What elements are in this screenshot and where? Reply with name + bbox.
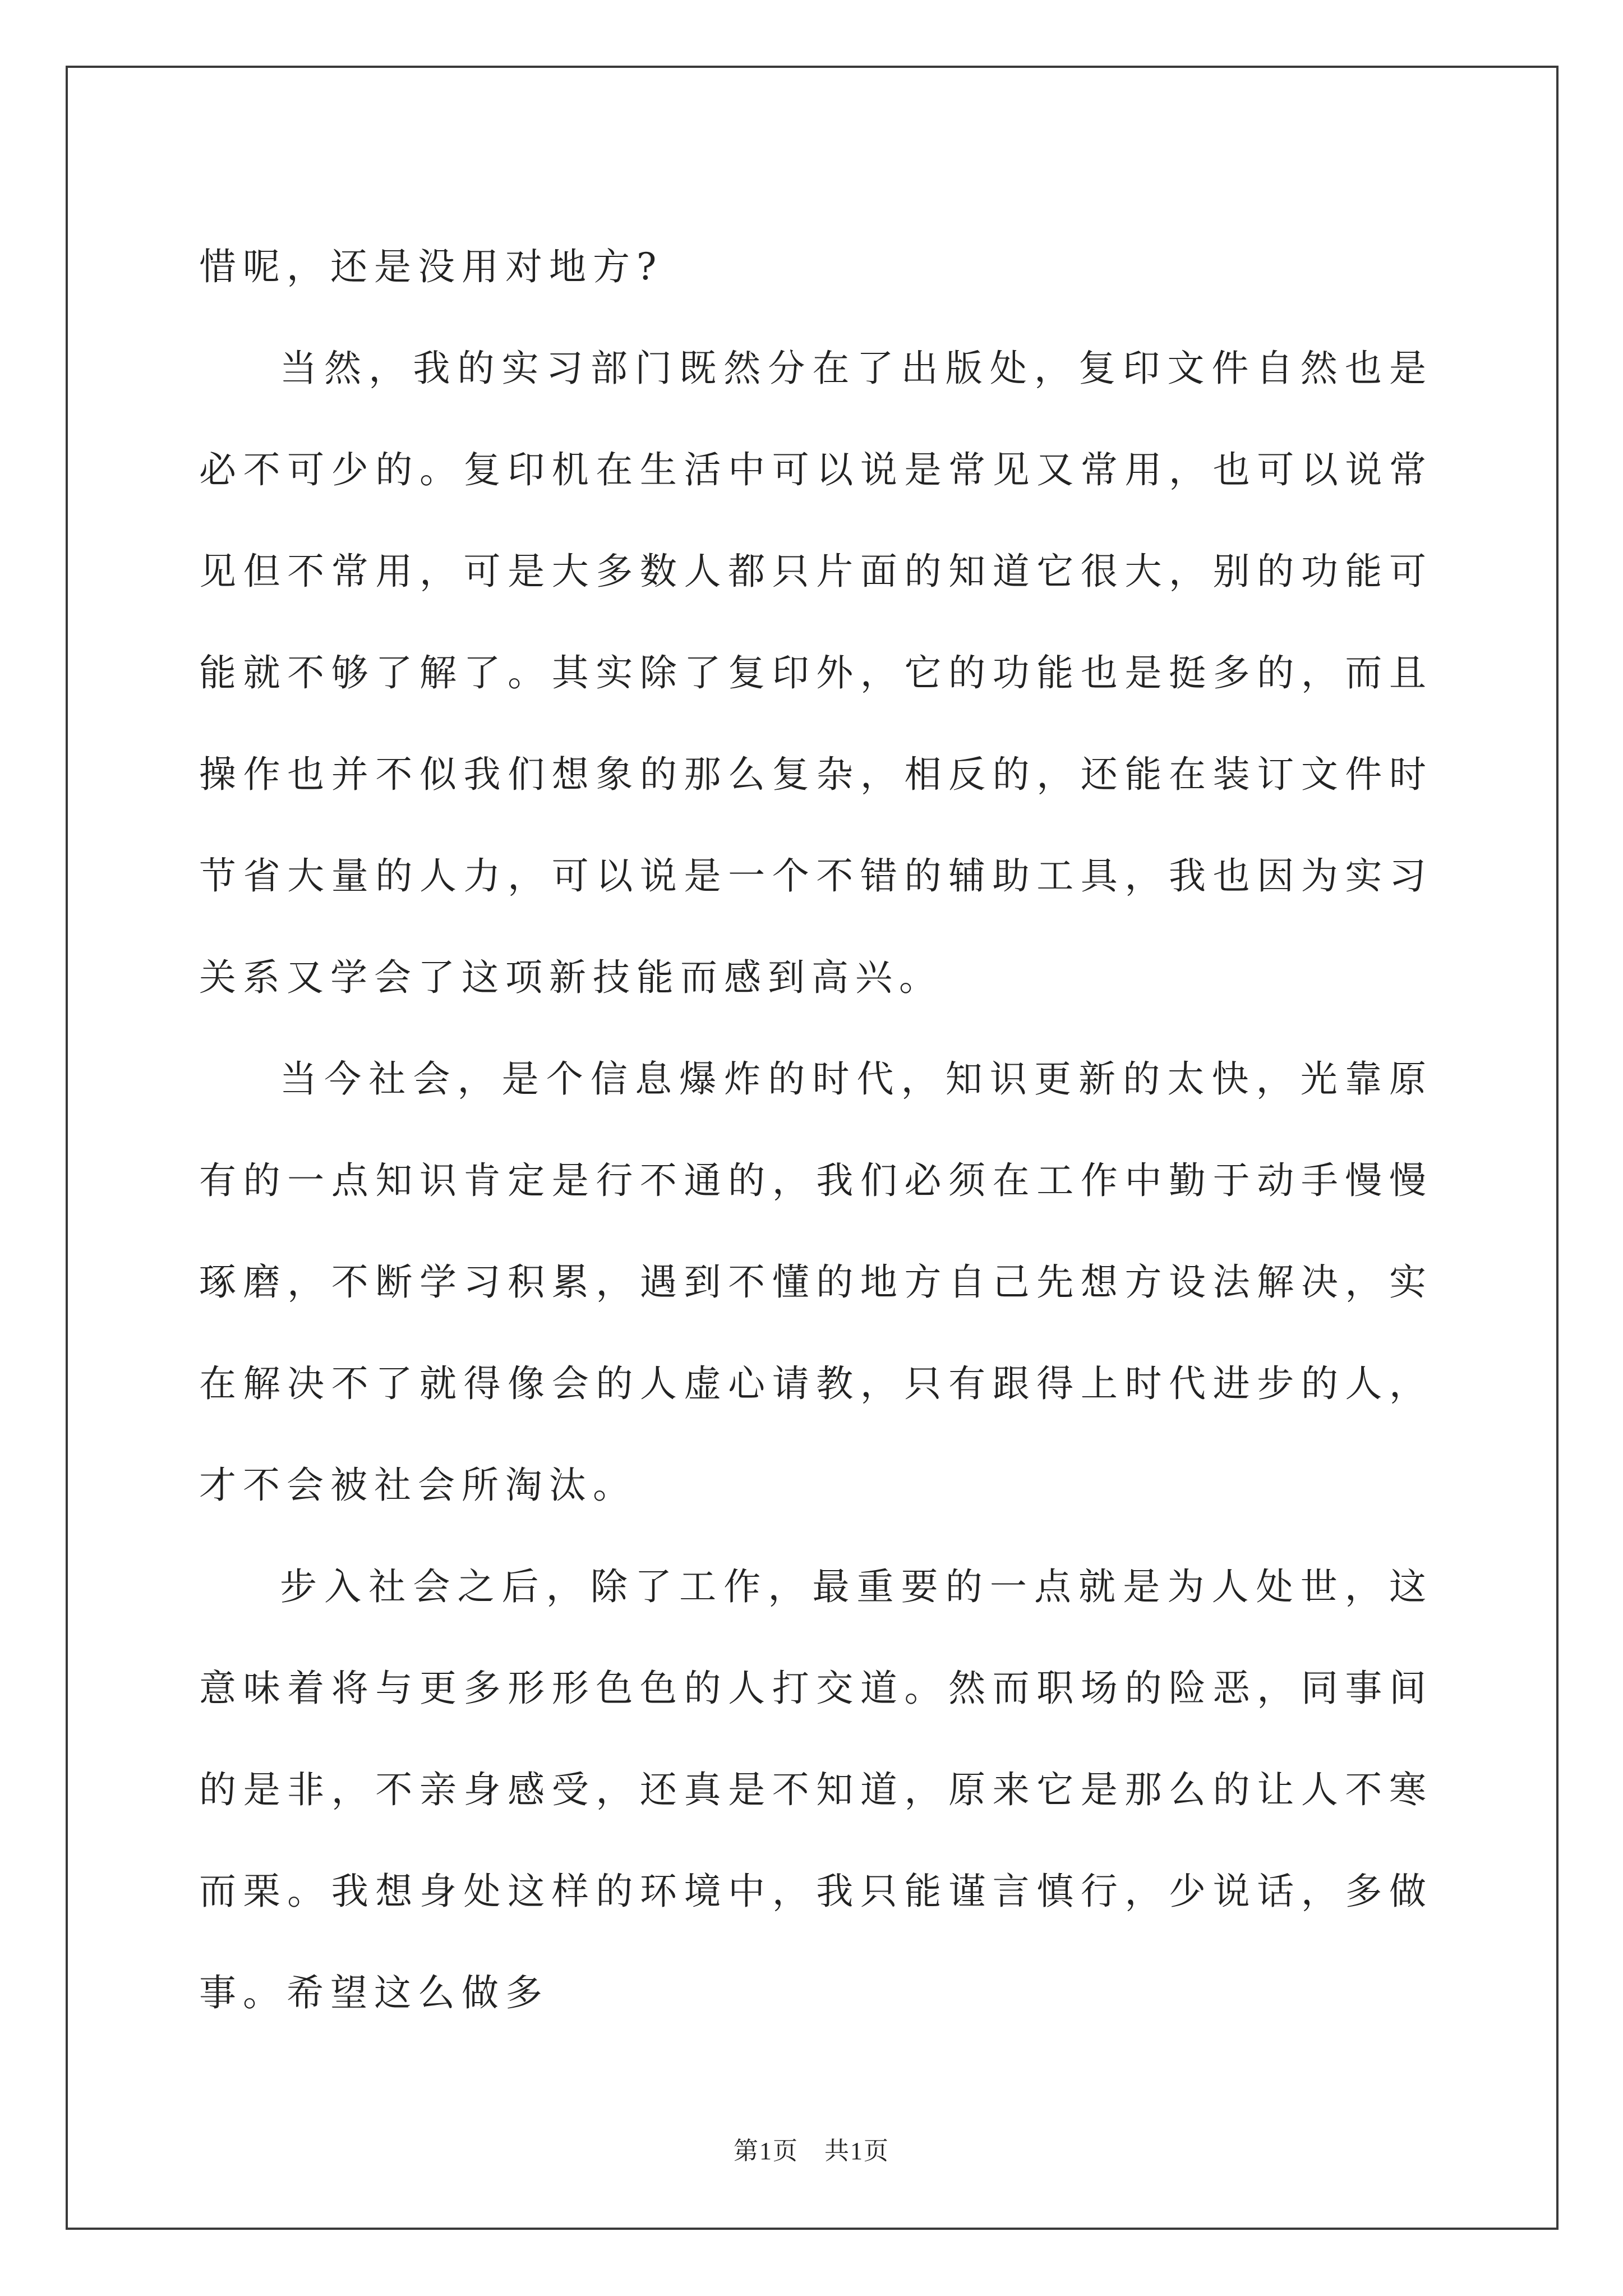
paragraph-continuation: 惜呢，还是没用对地方? — [199, 245, 663, 288]
paragraph-copier: 当然，我的实习部门既然分在了出版处，复印文件自然也是必不可少的。复印机在生活中可以说是常见又常用，也可以说常见但不常用，可是大多数人都只片面的知道它很大，别的功能可能就不够了解了。其实除了复印外，它的功能也是挺多的，而且操作也并不似我们想象的那么复杂，相反的，还能在装订文件时节省大量的人力，可以说是一个不错的辅助工具，我也因为实习关系又学会了这项新技能而感到高兴。 — [199, 347, 1433, 999]
paragraph-society: 步入社会之后，除了工作，最重要的一点就是为人处世，这意味着将与更多形形色色的人打交道。然而职场的险恶，同事间的是非，不亲身感受，还真是不知道，原来它是那么的让人不寒而栗。我想身处这样的环境中，我只能谨言慎行，少说话，多做事。希望这么做多 — [199, 1565, 1433, 2014]
paragraph-knowledge: 当今社会，是个信息爆炸的时代，知识更新的太快，光靠原有的一点知识肯定是行不通的，我们必须在工作中勤于动手慢慢琢磨，不断学习积累，遇到不懂的地方自己先想方设法解决，实在解决不了就得像会的人虚心请教，只有跟得上时代进步的人，才不会被社会所淘汰。 — [199, 1057, 1433, 1507]
document-body — [199, 216, 1433, 2044]
page-footer: 第1页 共1页 — [734, 2137, 889, 2165]
